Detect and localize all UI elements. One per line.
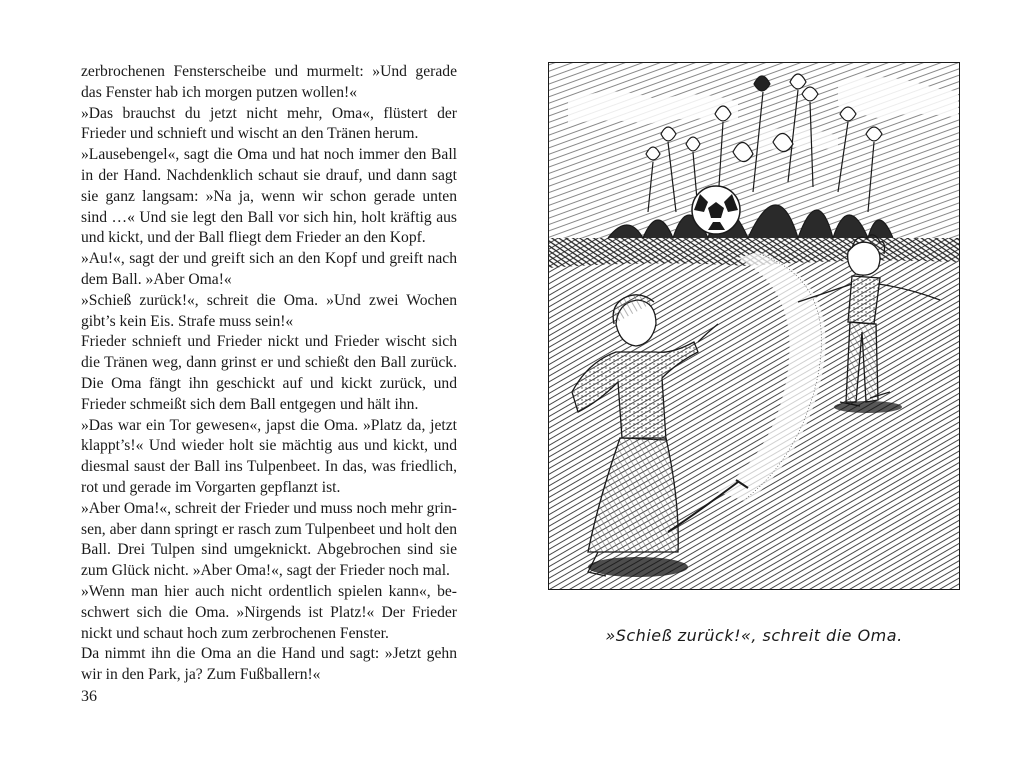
paragraph: »Aber Oma!«, schreit der Frieder und muss noch mehr grinsen, aber dann springt er rasch zum Tulpenbeet und holt den Ball. Drei Tulpen sind umgeknickt. Abgebrochen sind sie zum Glück nicht. »Aber Oma!«, sagt der Frieder noch mal. xyxy=(81,499,457,580)
paragraph: »Das war ein Tor gewesen«, japst die Oma. »Platz da, jetzt klappt’s!« Und wieder holt sie mächtig aus und kickt, und diesmal saust der Ball ins Tulpenbeet. In das, was friedlich, rot und gerade im Vorgarten gepflanzt ist. xyxy=(81,416,457,496)
paragraph: »Lausebengel«, sagt die Oma und hat noch immer den Ball in der Hand. Nachdenklich schaut sie drauf, und dann sagt sie ganz langsam: »Na ja, wenn wir schon gerade unten sind …« Und sie legt den Ball vor sich hin, holt kräftig aus und kickt, und der Ball fliegt dem Frieder an den Kopf. xyxy=(81,146,457,247)
illustration-caption: »Schieß zurück!«, schreit die Oma. xyxy=(605,626,903,645)
story-text-column xyxy=(81,62,457,686)
paragraph: »Wenn man hier auch nicht ordentlich spielen kann«, beschwert sich die Oma. »Nirgends ist Platz!« Der Frieder nickt und schaut hoch zum zerbrochenen Fenster. xyxy=(81,582,457,642)
illustration-drawing xyxy=(548,62,960,590)
paragraph: Frieder schnieft und Frieder nickt und Frieder wischt sich die Tränen weg, dann grinst er und schießt den Ball zurück. Die Oma fängt ihn geschickt auf und kickt zurück, und Frieder schmeißt sich dem Ball entgegen und hält ihn. xyxy=(81,333,457,413)
paragraph: zerbrochenen Fensterscheibe und murmelt: »Und gerade das Fenster hab ich morgen putzen wollen!« xyxy=(81,63,457,101)
page-number: 36 xyxy=(81,688,97,705)
paragraph: »Schieß zurück!«, schreit die Oma. »Und zwei Wochen gibt’s kein Eis. Strafe muss sein!« xyxy=(81,291,457,330)
football xyxy=(692,186,740,234)
paragraph: »Das brauchst du jetzt nicht mehr, Oma«, flüstert der Frieder und schnieft und wischt an den Tränen herum. xyxy=(81,104,457,143)
illustration xyxy=(548,62,960,590)
paragraph: Da nimmt ihn die Oma an die Hand und sagt: »Jetzt gehn wir in den Park, ja? Zum Fußballern!« xyxy=(81,645,457,684)
paragraph: »Au!«, sagt der und greift sich an den Kopf und greift nach dem Ball. »Aber Oma!« xyxy=(81,250,457,288)
